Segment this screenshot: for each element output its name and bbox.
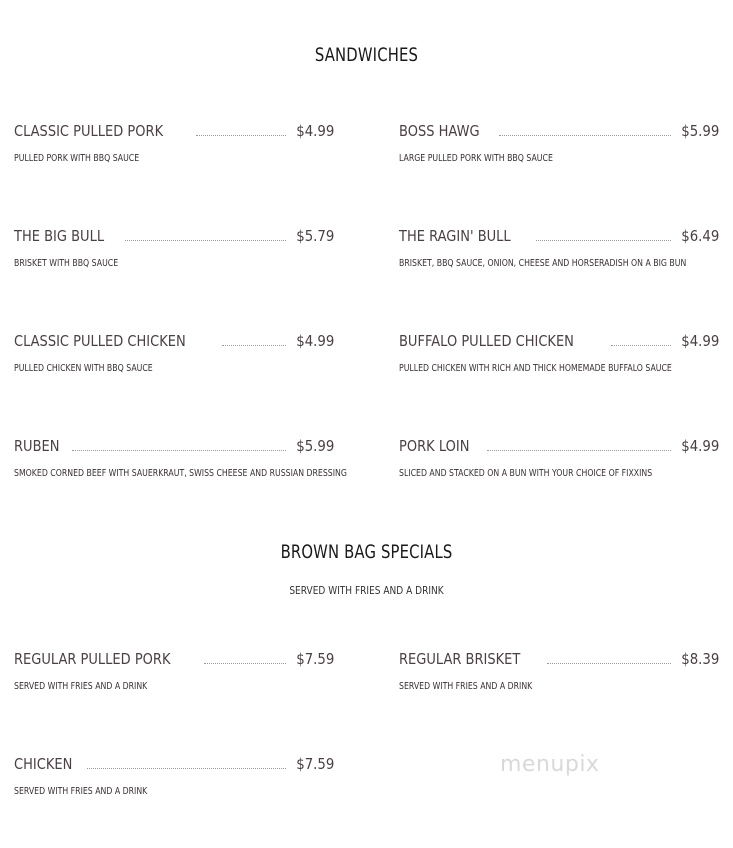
item-description: PULLED CHICKEN WITH RICH AND THICK HOMEMADE BUFFALO SAUCE (399, 363, 672, 374)
section-title-sandwiches: SANDWICHES (314, 44, 419, 66)
item-price: $4.99 (680, 437, 719, 455)
item-name: REGULAR BRISKET (399, 650, 521, 668)
menu-item-chicken (14, 751, 334, 797)
dot-leader (204, 663, 285, 664)
item-name: RUBEN (14, 437, 60, 455)
dot-leader (72, 450, 285, 451)
dot-leader (536, 240, 671, 241)
item-description: LARGE PULLED PORK WITH BBQ SAUCE (399, 153, 553, 164)
menu-item-classic-pulled-chicken (14, 328, 334, 374)
menu-item-boss-hawg (399, 118, 719, 164)
item-description: SLICED AND STACKED ON A BUN WITH YOUR CHOICE OF FIXXINS (399, 468, 653, 479)
item-name: BOSS HAWG (399, 122, 480, 140)
item-price: $5.79 (295, 227, 334, 245)
item-price: $8.39 (680, 650, 719, 668)
menu-item-regular-brisket (399, 646, 719, 692)
menu-item-the-big-bull (14, 223, 334, 269)
item-description: BRISKET, BBQ SAUCE, ONION, CHEESE AND HORSERADISH ON A BIG BUN (399, 258, 687, 269)
item-price: $5.99 (295, 437, 334, 455)
dot-leader (487, 450, 671, 451)
dot-leader (547, 663, 670, 664)
menu-item-pork-loin (399, 433, 719, 479)
item-description: SERVED WITH FRIES AND A DRINK (14, 786, 148, 797)
item-name: CHICKEN (14, 755, 73, 773)
item-price: $7.59 (295, 650, 334, 668)
item-description: SMOKED CORNED BEEF WITH SAUERKRAUT, SWISS CHEESE AND RUSSIAN DRESSING (14, 468, 347, 479)
dot-leader (87, 768, 285, 769)
item-name: REGULAR PULLED PORK (14, 650, 171, 668)
item-description: PULLED PORK WITH BBQ SAUCE (14, 153, 140, 164)
item-name: THE RAGIN' BULL (399, 227, 511, 245)
item-price: $7.59 (295, 755, 334, 773)
dot-leader (222, 345, 285, 346)
item-name: CLASSIC PULLED CHICKEN (14, 332, 186, 350)
dot-leader (196, 135, 286, 136)
item-description: BRISKET WITH BBQ SAUCE (14, 258, 119, 269)
menu-item-ruben (14, 433, 347, 479)
item-price: $4.99 (680, 332, 719, 350)
item-price: $4.99 (295, 122, 334, 140)
menupix-watermark: menupix (500, 752, 600, 777)
item-name: BUFFALO PULLED CHICKEN (399, 332, 574, 350)
dot-leader (499, 135, 671, 136)
item-description: SERVED WITH FRIES AND A DRINK (14, 681, 148, 692)
item-name: CLASSIC PULLED PORK (14, 122, 164, 140)
item-price: $4.99 (295, 332, 334, 350)
item-name: PORK LOIN (399, 437, 470, 455)
item-price: $6.49 (680, 227, 719, 245)
menu-item-classic-pulled-pork (14, 118, 334, 164)
section-subtitle: SERVED WITH FRIES AND A DRINK (289, 584, 444, 597)
dot-leader (611, 345, 670, 346)
item-description: PULLED CHICKEN WITH BBQ SAUCE (14, 363, 153, 374)
section-title-brown-bag-specials: BROWN BAG SPECIALS (280, 541, 453, 563)
dot-leader (125, 240, 285, 241)
item-description: SERVED WITH FRIES AND A DRINK (399, 681, 533, 692)
menu-item-buffalo-pulled-chicken (399, 328, 719, 374)
menu-item-the-ragin-bull (399, 223, 719, 269)
item-price: $5.99 (680, 122, 719, 140)
item-name: THE BIG BULL (14, 227, 105, 245)
menu-item-regular-pulled-pork (14, 646, 334, 692)
